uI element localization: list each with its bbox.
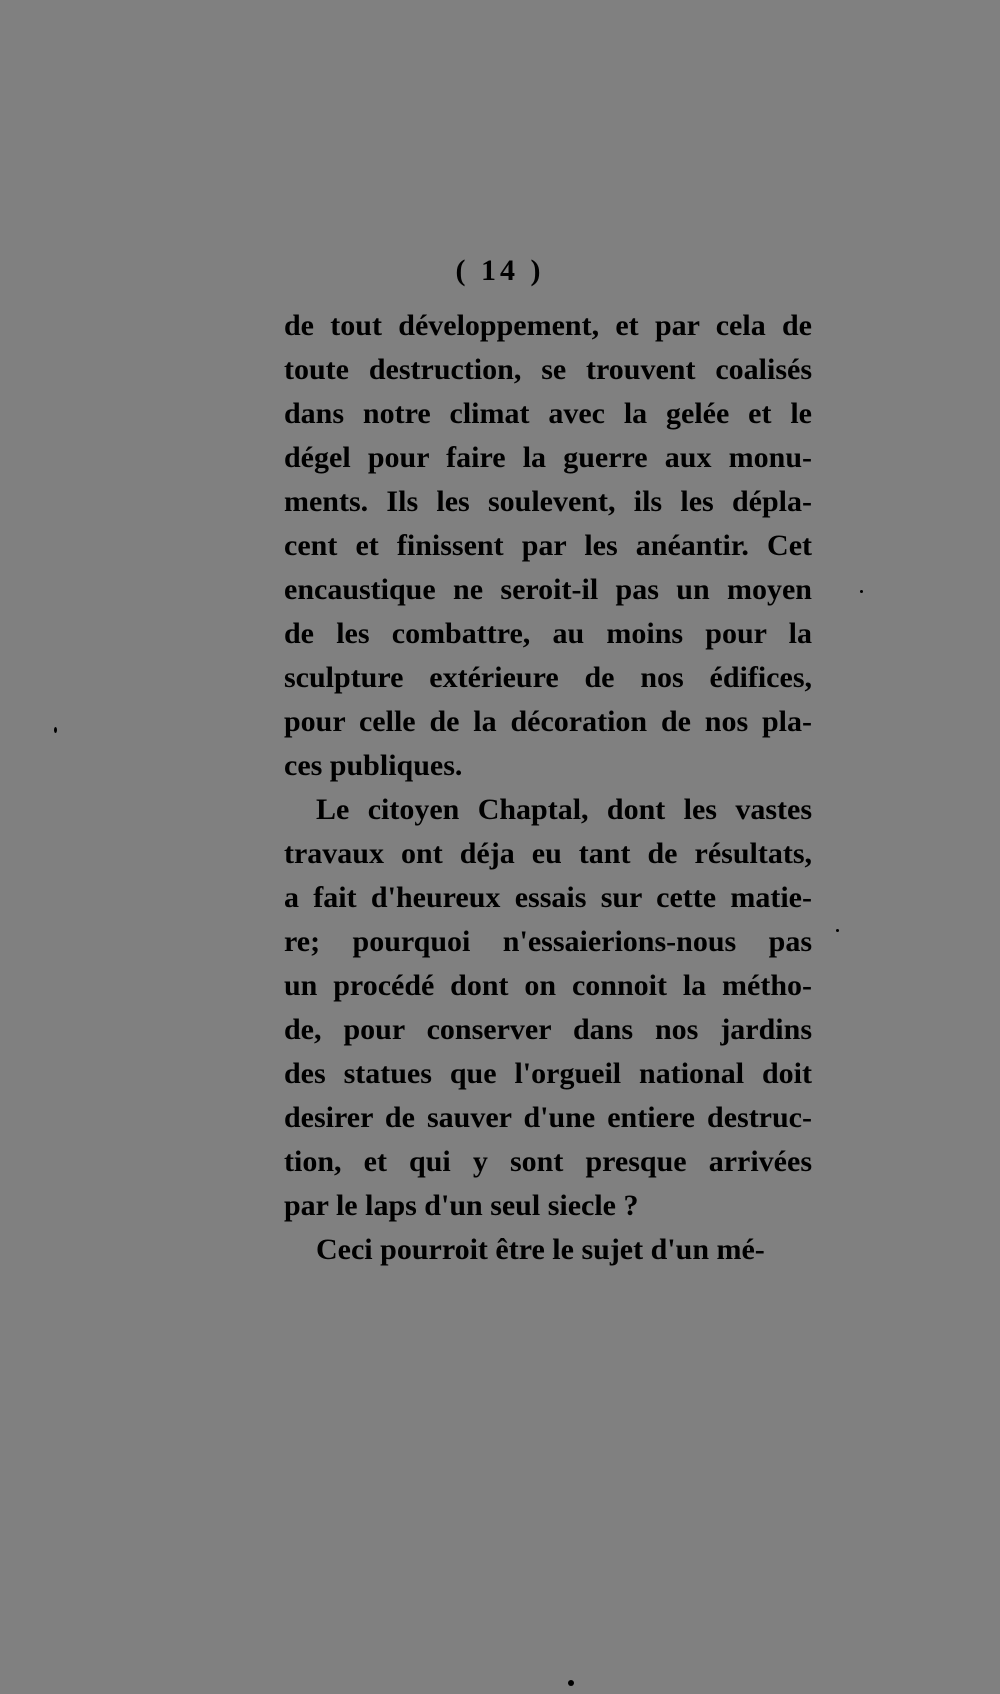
text-line: toute destruction, se trouvent coalisés xyxy=(284,353,812,386)
text-line: re; pourquoi n'essaierions-nous pas xyxy=(284,925,812,958)
scan-speck xyxy=(568,1680,574,1686)
text-line: cent et finissent par les anéantir. Cet xyxy=(284,529,812,562)
paragraph xyxy=(284,304,812,788)
paragraph xyxy=(284,1228,812,1272)
text-line: tion, et qui y sont presque arrivées xyxy=(284,1145,812,1178)
text-line: Ceci pourroit être le sujet d'un mé- xyxy=(316,1233,765,1266)
paragraph xyxy=(284,788,812,1228)
text-line: travaux ont déja eu tant de résultats, xyxy=(284,837,812,870)
text-line: un procédé dont on connoit la métho- xyxy=(284,969,812,1002)
text-line: par le laps d'un seul siecle ? xyxy=(284,1189,639,1222)
text-line: dégel pour faire la guerre aux monu- xyxy=(284,441,812,474)
text-line: desirer de sauver d'une entiere destruc- xyxy=(284,1101,812,1134)
text-line: ces publiques. xyxy=(284,749,463,782)
text-line: de tout développement, et par cela de xyxy=(284,309,812,342)
text-line: des statues que l'orgueil national doit xyxy=(284,1057,812,1090)
text-line: a fait d'heureux essais sur cette matie- xyxy=(284,881,812,914)
body-text xyxy=(284,304,812,1272)
text-line: encaustique ne seroit-il pas un moyen xyxy=(284,573,812,606)
scan-speck xyxy=(836,929,839,932)
text-line: ments. Ils les soulevent, ils les dépla- xyxy=(284,485,812,518)
text-line: sculpture extérieure de nos édifices, xyxy=(284,661,812,694)
text-line: de les combattre, au moins pour la xyxy=(284,617,812,650)
text-line: dans notre climat avec la gelée et le xyxy=(284,397,812,430)
text-line: pour celle de la décoration de nos pla- xyxy=(284,705,812,738)
scan-speck xyxy=(860,590,863,593)
text-line: Le citoyen Chaptal, dont les vastes xyxy=(316,793,812,826)
scan-speck xyxy=(54,727,57,733)
page-number: ( 14 ) xyxy=(455,254,545,287)
text-line: de, pour conserver dans nos jardins xyxy=(284,1013,812,1046)
